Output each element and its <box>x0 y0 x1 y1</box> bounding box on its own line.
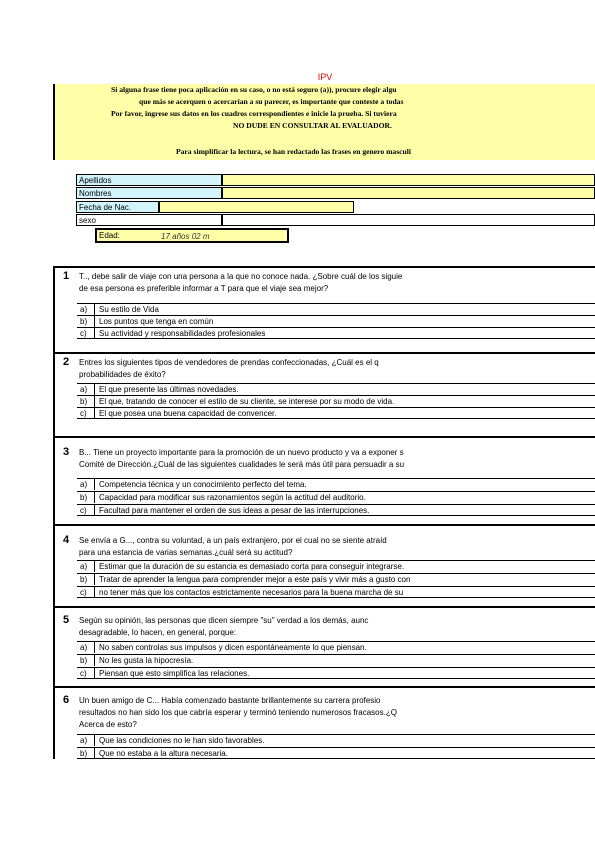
sexo-label: sexo <box>76 214 222 226</box>
option-row[interactable] <box>77 560 595 572</box>
question-text <box>79 357 549 381</box>
option-row[interactable] <box>77 478 595 490</box>
option-row[interactable] <box>77 407 595 419</box>
question-text-line: probabilidades de éxito? <box>79 370 166 379</box>
option-row[interactable] <box>77 641 595 653</box>
option-letter: c) <box>77 408 95 419</box>
option-text: Estimar que la duración de su estancia es demasiado corta para conseguir integrarse. <box>99 562 405 571</box>
instruction-line: Por favor, ingrese sus datos en los cuadros correspondientes e inicie la prueba. Si tuviera <box>111 109 397 118</box>
instruction-line: Para simplificar la lectura, se han redactado las frases en genero masculi <box>176 147 411 156</box>
edad-label: Edad: <box>99 231 120 240</box>
question-divider <box>55 686 595 688</box>
option-row[interactable] <box>77 315 595 327</box>
option-letter: c) <box>77 505 95 516</box>
question-number: 4 <box>62 534 70 546</box>
option-letter: a) <box>77 304 95 315</box>
question-text <box>79 535 549 559</box>
option-letter: a) <box>77 384 95 395</box>
question-text-line: desagradable, lo hacen, en general, porque: <box>79 628 237 637</box>
edad-box <box>95 228 289 243</box>
question-text-line: Comité de Dirección.¿Cuál de las siguientes cualidades le será más útil para persuadir a su <box>79 460 405 469</box>
option-row[interactable] <box>77 491 595 503</box>
question-text <box>79 271 549 295</box>
question-text-line: para una estancia de varias semanas.¿cuál será su actitud? <box>79 548 293 557</box>
option-letter: b) <box>77 396 95 407</box>
option-text: Que las condiciones no le han sido favorables. <box>99 736 265 745</box>
option-text: Capacidad para modificar sus razonamientos según la actitud del auditorio. <box>99 493 366 502</box>
option-text: no tener más que los contactos estrictamente necesarios para la buena marcha de su <box>99 588 404 597</box>
option-text: No saben controlas sus impulsos y dicen espontáneamente lo que piensan. <box>99 643 367 652</box>
option-letter: a) <box>77 479 95 490</box>
option-letter: c) <box>77 587 95 598</box>
instructions-box <box>53 84 595 160</box>
question-text-line: Entres los siguientes tipos de vendedores de prendas confeccionadas, ¿Cuál es el q <box>79 358 379 367</box>
option-letter: a) <box>77 642 95 653</box>
option-text: Tratar de aprender la lengua para comprender mejor a este país y vivir más a gusto con <box>99 575 411 584</box>
questionnaire <box>53 266 595 759</box>
fecha-field[interactable] <box>159 201 354 213</box>
page-title: IPV <box>317 72 333 82</box>
option-letter: b) <box>77 655 95 666</box>
question-divider <box>55 436 595 438</box>
option-text: Su actividad y responsabilidades profesionales <box>99 329 266 338</box>
option-row[interactable] <box>77 383 595 395</box>
option-row[interactable] <box>77 395 595 407</box>
option-row[interactable] <box>77 586 595 598</box>
question-text-line: B... Tiene un proyecto importante para la promoción de un nuevo producto y va a exponer s <box>79 448 404 457</box>
option-text: Competencia técnica y un conocimiento perfecto del tema. <box>99 480 307 489</box>
question-number: 6 <box>62 694 70 706</box>
option-row[interactable] <box>77 654 595 666</box>
question-number: 5 <box>62 614 70 626</box>
option-row[interactable] <box>77 747 595 759</box>
option-text: Piensan que esto simplifica las relaciones. <box>99 669 250 678</box>
option-text: Los puntos que tenga en común <box>99 317 214 326</box>
question-text <box>79 695 549 731</box>
question-text <box>79 447 549 471</box>
option-row[interactable] <box>77 327 595 339</box>
option-letter: b) <box>77 574 95 585</box>
option-text: El que posea una buena capacidad de convencer. <box>99 409 277 418</box>
instruction-line: NO DUDE EN CONSULTAR AL EVALUADOR. <box>233 121 392 130</box>
instruction-line: Si alguna frase tiene poca aplicación en su caso, o no está seguro (a)), procure elegir algu <box>111 85 397 94</box>
question-divider <box>55 352 595 354</box>
question-text-line: de esa persona es preferible informar a T para que el viaje sea mejor? <box>79 284 329 293</box>
question-text-line: Se envía a G..., contra su voluntad, a un país extranjero, por el cual no se siente atraíd <box>79 536 387 545</box>
option-letter: c) <box>77 668 95 679</box>
option-text: Su estilo de Vida <box>99 305 159 314</box>
option-letter: b) <box>77 748 95 759</box>
nombres-field[interactable] <box>222 187 595 199</box>
option-letter: b) <box>77 492 95 503</box>
fecha-label: Fecha de Nac. <box>76 201 159 213</box>
option-text: Facultad para mantener el orden de sus ideas a pesar de las interrupciones. <box>99 506 370 515</box>
sexo-field[interactable] <box>222 214 595 226</box>
question-number: 3 <box>62 446 70 458</box>
question-number: 2 <box>62 356 70 368</box>
option-text: El que, tratando de conocer el estilo de su cliente, se interese por su modo de vida. <box>99 397 395 406</box>
option-row[interactable] <box>77 734 595 746</box>
question-number: 1 <box>62 270 70 282</box>
question-divider <box>55 606 595 608</box>
option-row[interactable] <box>77 573 595 585</box>
option-text: El que presente las últimas novedades. <box>99 385 239 394</box>
option-text: No les gusta la hipocresía. <box>99 656 194 665</box>
instruction-line: que más se acerquen o acercarían a su parecer, es importante que conteste a todas <box>139 97 404 106</box>
apellidos-field[interactable] <box>222 174 595 186</box>
option-letter: a) <box>77 561 95 572</box>
question-divider <box>55 524 595 526</box>
question-text <box>79 615 549 639</box>
question-text-line: Acerca de esto? <box>79 720 137 729</box>
option-text: Que no estaba a la altura necesaria. <box>99 749 228 758</box>
question-text-line: resultados no han sido los que cabría esperar y terminó teniendo numerosos fracasos.¿Q <box>79 708 397 717</box>
option-letter: b) <box>77 316 95 327</box>
option-letter: c) <box>77 328 95 339</box>
question-text-line: Un buen amigo de C... Había comenzado bastante brillantemente su carrera profesio <box>79 696 381 705</box>
question-text-line: T.., debe salir de viaje con una persona a la que no conoce nada. ¿Sobre cuál de los siguie <box>79 272 403 281</box>
apellidos-label: Apellidos <box>76 174 222 186</box>
option-row[interactable] <box>77 303 595 315</box>
option-row[interactable] <box>77 667 595 679</box>
nombres-label: Nombres <box>76 187 222 199</box>
option-letter: a) <box>77 735 95 746</box>
option-row[interactable] <box>77 504 595 516</box>
question-text-line: Según su opinión, las personas que dicen siempre "su" verdad a los demás, aunc <box>79 616 369 625</box>
edad-value: 17 años 02 m <box>161 232 210 241</box>
